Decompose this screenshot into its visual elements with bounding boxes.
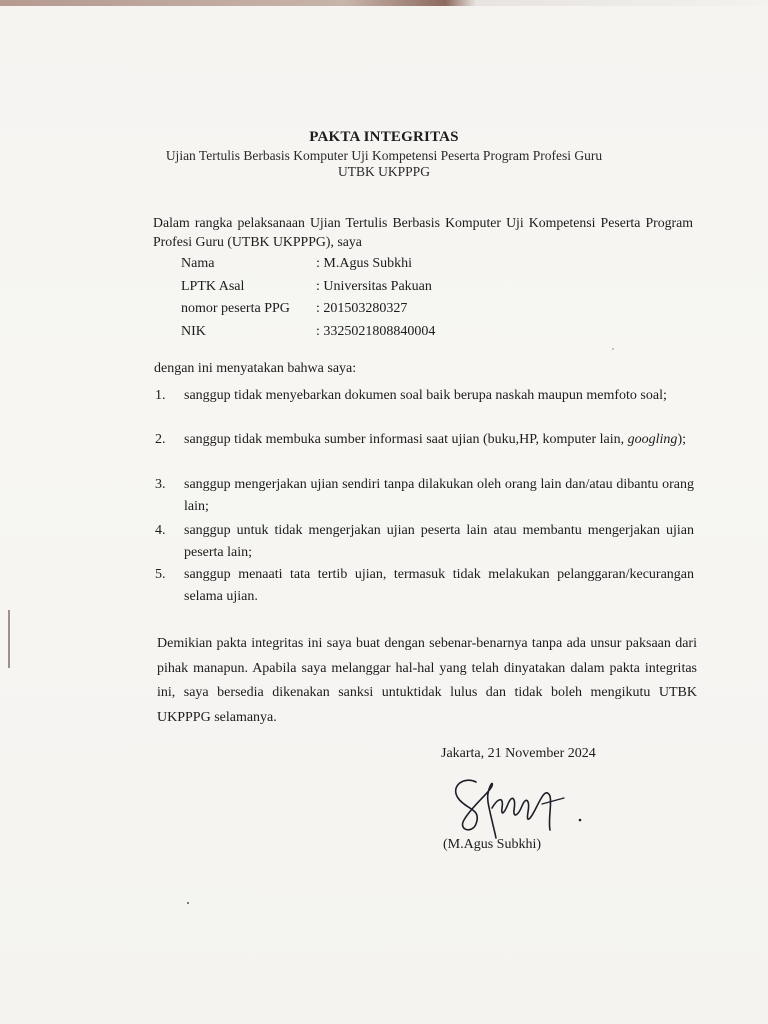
signer-name: (M.Agus Subkhi) [443,837,542,852]
item-number: 5. [155,567,166,582]
document-subtitle-code: UTBK UKPPPG [338,164,430,179]
info-label: LPTK Asal [181,278,245,294]
info-value: : 3325021808840004 [316,323,436,339]
info-value: : 201503280327 [316,301,408,316]
page-top-edge [0,0,768,6]
item-text: sanggup mengerjakan ujian sendiri tanpa dilakukan oleh orang lain dan/atau dibantu orang lain; [184,477,694,514]
closing-paragraph: Demikian pakta integritas ini saya buat dengan sebenar-benarnya tanpa ada unsur paksaan dari pihak manapun. Apabila saya melanggar hal-hal yang telah dinyatakan dalam pakta integritas ini, saya bersedia dikenakan sanksi untuktidak lulus dan tidak boleh mengikutu UTBK UKPPPG selamanya. [157,636,697,725]
item-text: sanggup untuk tidak mengerjakan ujian peserta lain atau membantu mengerjakan ujian peserta lain; [184,523,694,560]
info-row-lptk [181,276,435,299]
speck [187,902,189,904]
info-value: : Universitas Pakuan [316,278,432,294]
info-row-participant-number [181,298,435,321]
info-label: nomor peserta PPG [181,301,290,316]
item-number: 1. [155,388,166,403]
info-row-name [181,253,435,276]
item-text-italic: googling [627,432,678,447]
statement-opening: dengan ini menyatakan bahwa saya: [154,361,357,376]
place-date: Jakarta, 21 November 2024 [441,746,596,761]
item-number: 4. [155,523,166,538]
item-number: 3. [155,477,166,492]
item-text: sanggup menaati tata tertib ujian, termasuk tidak melakukan pelanggaran/kecurangan selama ujian. [184,567,694,604]
item-text-part: sanggup tidak membuka sumber informasi saat ujian (buku,HP, komputer lain, [184,432,628,447]
info-value: : M.Agus Subkhi [316,256,413,271]
document-title: PAKTA INTEGRITAS [309,129,459,145]
left-margin-mark [8,610,10,668]
item-number: 2. [155,432,166,447]
identity-block [181,253,435,343]
info-label: NIK [181,323,206,339]
info-label: Nama [181,256,215,271]
intro-paragraph: Dalam rangka pelaksanaan Ujian Tertulis Berbasis Komputer Uji Kompetensi Peserta Program Profesi Guru (UTBK UKPPPG), saya [153,215,693,249]
signature-image [446,768,606,848]
document-subtitle: Ujian Tertulis Berbasis Komputer Uji Kompetensi Peserta Program Profesi Guru [165,148,603,163]
item-text: sanggup tidak menyebarkan dokumen soal baik berupa naskah maupun memfoto soal; [184,388,667,403]
speck [612,348,614,350]
item-text-part: ); [677,432,686,447]
item-text [184,429,694,451]
info-row-nik [181,321,435,344]
